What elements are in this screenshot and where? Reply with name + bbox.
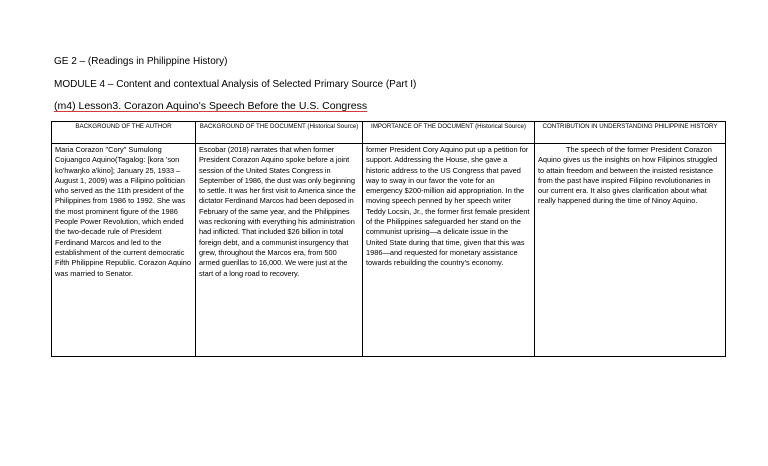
cell-contribution: [535, 144, 726, 357]
header-contribution: CONTRIBUTION IN UNDERSTANDING PHILIPPINE HISTORY: [535, 122, 726, 144]
analysis-table: [51, 121, 726, 357]
module-title: MODULE 4 – Content and contextual Analysis of Selected Primary Source (Part I): [54, 79, 417, 90]
header-importance: IMPORTANCE OF THE DOCUMENT (Historical Source): [363, 122, 535, 144]
cell-author: Maria Corazon "Cory" Sumulong Cojuangco Aquino(Tagalog: [kora 'son ko'hwaŋko a'kino]; January 25, 1933 – August 1, 2009) was a Filipino politician who served as the 11th president of the Philippines from 1986 to 1992. She was the most prominent figure of the 1986 People Power Revolution, which ended the two-decade rule of President Ferdinand Marcos and led to the establishment of the current democratic Fifth Philippine Republic. Corazon Aquino was married to Senator.: [52, 144, 196, 357]
header-author: BACKGROUND OF THE AUTHOR: [52, 122, 196, 144]
cell-document: Escobar (2018) narrates that when former President Corazon Aquino spoke before a joint session of the United States Congress in September of 1986, the dust was only beginning to settle. It was her first visit to America since the dictator Ferdinand Marcos had been deposed in February of the same year, and the Philippines was reckoning with everything his administration had inflicted. That included $26 billion in total foreign debt, and a communist insurgency that grew, throughout the Marcos era, from 500 armed guerillas to 16,000. We were just at the start of a long road to recovery.: [196, 144, 363, 357]
course-title: GE 2 – (Readings in Philippine History): [54, 56, 228, 67]
cell-importance: former President Cory Aquino put up a petition for support. Addressing the House, she gave a historic address to the US Congress that paved way to sway in our favor the vote for an emergency $200-million aid appropriation. In the moving speech penned by her speech writer Teddy Locsin, Jr., the former first female president of the Philippines safeguarded her stand on the communist uprising—a delicate issue in the United State during that time, given that this was 1986—and requested for monetary assistance towards rebuilding the country's economy.: [363, 144, 535, 357]
header-document: BACKGROUND OF THE DOCUMENT (Historical Source): [196, 122, 363, 144]
table-row: [52, 144, 726, 357]
lesson-title-text: (m4) Lesson3. Corazon Aquino's Speech Before the U.S. Congress: [54, 100, 368, 112]
table-header-row: [52, 122, 726, 144]
lesson-title: [54, 100, 367, 112]
cell-contribution-text: The speech of the former President Corazon Aquino gives us the insights on how Filipinos struggled to attain freedom and between the insisted resistance from the past have inspired Filipino revolutionaries in our current era. It also gives clarification about what really happened during the time of Ninoy Aquino.: [538, 145, 718, 206]
